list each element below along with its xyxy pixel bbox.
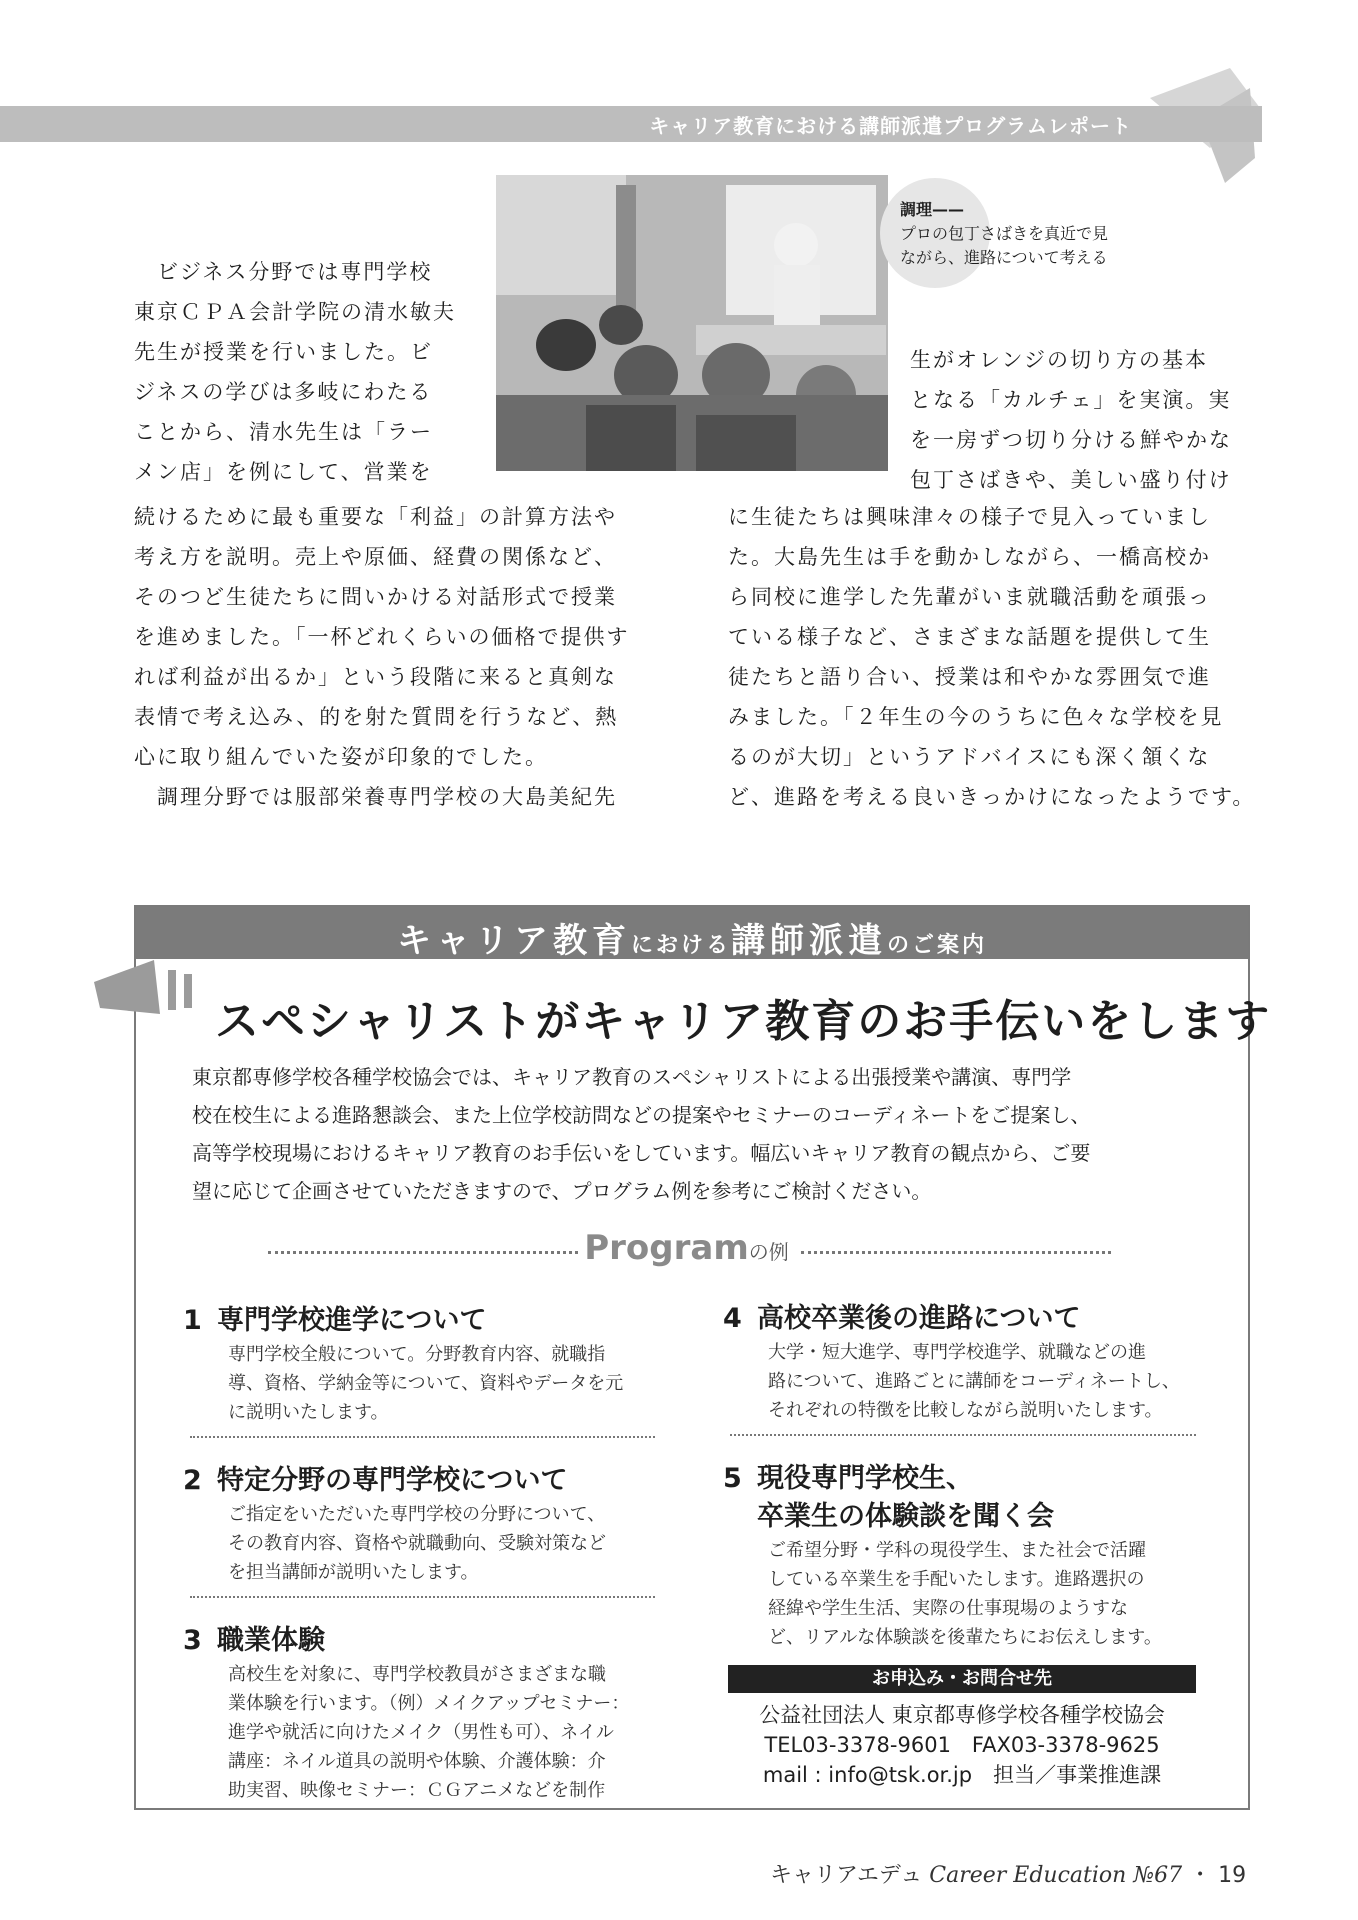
program-title: 特定分野の専門学校について	[217, 1465, 568, 1496]
program-desc-line: 高校生を対象に、専門学校教員がさまざまな職	[228, 1664, 606, 1685]
program-label: Program	[584, 1228, 749, 1268]
article-line: ている様子など、さまざまな話題を提供して生	[728, 625, 1211, 649]
article-line: ら同校に進学した先輩がいま就職活動を頑張っ	[728, 585, 1211, 609]
article-line: に生徒たちは興味津々の様子で見入っていまし	[728, 505, 1211, 529]
contact-heading: お申込み・お問合せ先	[728, 1665, 1196, 1693]
program-desc-line: 進学や就活に向けたメイク（男性も可）、ネイル	[228, 1722, 614, 1743]
footer-separator: ・	[1189, 1863, 1212, 1888]
article-line: 徒たちと語り合い、授業は和やかな雰囲気で進	[728, 665, 1211, 689]
program-desc-line: 専門学校全般について。分野教育内容、就職指	[228, 1344, 606, 1365]
article-left-top	[134, 252, 456, 492]
article-line: た。大島先生は手を動かしながら、一橋高校か	[728, 545, 1211, 569]
program-item-1-title	[183, 1298, 486, 1337]
guide-header-text: キャリア教育	[396, 921, 631, 961]
program-desc-line: 業体験を行います。（例）メイクアップセミナー：	[228, 1693, 630, 1714]
program-desc-line: それぞれの特徴を比較しながら説明いたします。	[768, 1400, 1163, 1421]
guide-header-text: のご案内	[887, 933, 988, 958]
article-line: 考え方を説明。売上や原価、経費の関係など、	[134, 545, 617, 569]
program-item-4-desc	[768, 1338, 1180, 1425]
footer-magazine-jp: キャリアエデュ	[770, 1863, 923, 1888]
article-line: 心に取り組んでいた姿が印象的でした。	[134, 745, 548, 769]
program-desc-line: に説明いたします。	[228, 1402, 389, 1423]
program-desc-line: 路について、進路ごとに講師をコーディネートし、	[768, 1371, 1180, 1392]
photo-caption	[900, 198, 1140, 270]
article-line: みました。「２年生の今のうちに色々な学校を見	[728, 705, 1224, 729]
program-desc-line: ど、リアルな体験談を後輩たちにお伝えします。	[768, 1627, 1162, 1648]
contact-org: 公益社団法人 東京都専修学校各種学校協会	[759, 1703, 1165, 1727]
caption-line: プロの包丁さばきを真近で見	[900, 224, 1109, 243]
guide-header-text: 講師派遣	[731, 921, 887, 961]
program-number: 2	[183, 1465, 202, 1496]
contact-tel-fax: TEL03-3378-9601 FAX03-3378-9625	[764, 1733, 1160, 1757]
caption-line: ながら、進路について考える	[900, 248, 1108, 267]
intro-line: 高等学校現場におけるキャリア教育のお手伝いをしています。幅広いキャリア教育の観点から、ご要	[192, 1141, 1091, 1165]
classroom-photo-illustration	[496, 175, 888, 471]
program-desc-line: その教育内容、資格や就職動向、受験対策など	[228, 1533, 606, 1554]
article-line: ことから、清水先生は「ラー	[134, 420, 433, 444]
program-item-1-desc	[228, 1340, 623, 1427]
program-desc-line: 経緯や学生生活、実際の仕事現場のようすな	[768, 1598, 1128, 1619]
guide-intro	[192, 1058, 1090, 1210]
megaphone-icon	[94, 952, 214, 1032]
program-desc-line: を担当講師が説明いたします。	[228, 1562, 479, 1583]
guide-header-text: における	[630, 933, 731, 958]
dotted-divider	[190, 1596, 655, 1598]
intro-line: 望に応じて企画させていただきますので、プログラム例を参考にご検討ください。	[192, 1179, 932, 1203]
program-separator	[268, 1228, 1111, 1272]
program-number: 3	[183, 1625, 202, 1656]
contact-info	[728, 1700, 1196, 1790]
program-desc-line: 講座：ネイル道具の説明や体験、介護体験：介	[228, 1751, 606, 1772]
page-number: 19	[1218, 1863, 1247, 1888]
article-line: れば利益が出るか」という段階に来ると真剣な	[134, 665, 617, 689]
article-line: ジネスの学びは多岐にわたる	[134, 380, 433, 404]
caption-title: 調理——	[900, 200, 965, 219]
program-item-2-title	[183, 1458, 567, 1497]
intro-line: 東京都専修学校各種学校協会では、キャリア教育のスペシャリストによる出張授業や講演、専門学	[192, 1065, 1072, 1089]
page-footer	[770, 1858, 1246, 1889]
program-desc-line: 大学・短大進学、専門学校進学、就職などの進	[768, 1342, 1146, 1363]
program-item-5-desc	[768, 1536, 1162, 1652]
program-title: 専門学校進学について	[217, 1305, 487, 1336]
article-line: 調理分野では服部栄養専門学校の大島美紀先	[134, 785, 617, 809]
program-item-3-title	[183, 1618, 325, 1657]
guide-header	[136, 907, 1248, 959]
article-line: を一房ずつ切り分ける鮮やかな	[910, 428, 1232, 452]
article-line: るのが大切」というアドバイスにも深く頷くな	[728, 745, 1211, 769]
intro-line: 校在校生による進路懇談会、また上位学校訪問などの提案やセミナーのコーディネートをご提案し、	[192, 1103, 1091, 1127]
article-right	[728, 497, 1255, 817]
article-line: を進めました。「一杯どれくらいの価格で提供す	[134, 625, 630, 649]
dotted-divider	[190, 1436, 655, 1438]
program-item-5-title-line2: 卒業生の体験談を聞く会	[757, 1501, 1054, 1532]
contact-mail: mail : info@tsk.or.jp 担当／事業推進課	[762, 1763, 1162, 1787]
top-banner	[0, 106, 1262, 142]
program-suffix: の例	[749, 1240, 795, 1264]
program-item-4-title	[723, 1296, 1080, 1335]
footer-magazine-en: Career Education	[929, 1863, 1127, 1888]
article-right-top	[910, 340, 1232, 500]
program-item-5-title	[723, 1456, 973, 1495]
program-number: 1	[183, 1305, 202, 1336]
program-desc-line: している卒業生を手配いたします。進路選択の	[768, 1569, 1145, 1590]
article-line: 続けるために最も重要な「利益」の計算方法や	[134, 505, 617, 529]
program-item-2-desc	[228, 1500, 606, 1587]
article-line: 生がオレンジの切り方の基本	[910, 348, 1208, 372]
footer-issue: №67	[1133, 1863, 1183, 1888]
program-title: 職業体験	[217, 1625, 325, 1656]
program-desc-line: ご指定をいただいた専門学校の分野について、	[228, 1504, 606, 1525]
article-line: ビジネス分野では専門学校	[134, 260, 433, 284]
program-title: 現役専門学校生、	[757, 1463, 973, 1494]
program-desc-line: ご希望分野・学科の現役学生、また社会で活躍	[768, 1540, 1146, 1561]
article-line: 包丁さばきや、美しい盛り付け	[910, 468, 1232, 492]
article-line: 先生が授業を行いました。ビ	[134, 340, 433, 364]
article-line: 表情で考え込み、的を射た質問を行うなど、熱	[134, 705, 619, 729]
program-title: 高校卒業後の進路について	[757, 1303, 1081, 1334]
article-line: 東京ＣＰＡ会計学院の清水敏夫	[134, 300, 456, 324]
classroom-photo	[496, 175, 888, 471]
article-line: そのつど生徒たちに問いかける対話形式で授業	[134, 585, 617, 609]
article-left	[134, 497, 630, 817]
program-desc-line: 助実習、映像セミナー：ＣＧアニメなどを制作	[228, 1780, 606, 1801]
article-line: となる「カルチェ」を実演。実	[910, 388, 1232, 412]
dotted-divider	[730, 1434, 1196, 1436]
article-line: ど、進路を考える良いきっかけになったようです。	[728, 785, 1256, 809]
guide-title: スペシャリストがキャリア教育のお手伝いをします	[215, 996, 1272, 1047]
article-line: メン店」を例にして、営業を	[134, 460, 433, 484]
program-number: 4	[723, 1303, 742, 1334]
program-desc-line: 導、資格、学納金等について、資料やデータを元	[228, 1373, 624, 1394]
program-item-3-desc	[228, 1660, 629, 1805]
banner-title: キャリア教育における講師派遣プログラムレポート	[649, 114, 1132, 138]
program-number: 5	[723, 1463, 742, 1494]
